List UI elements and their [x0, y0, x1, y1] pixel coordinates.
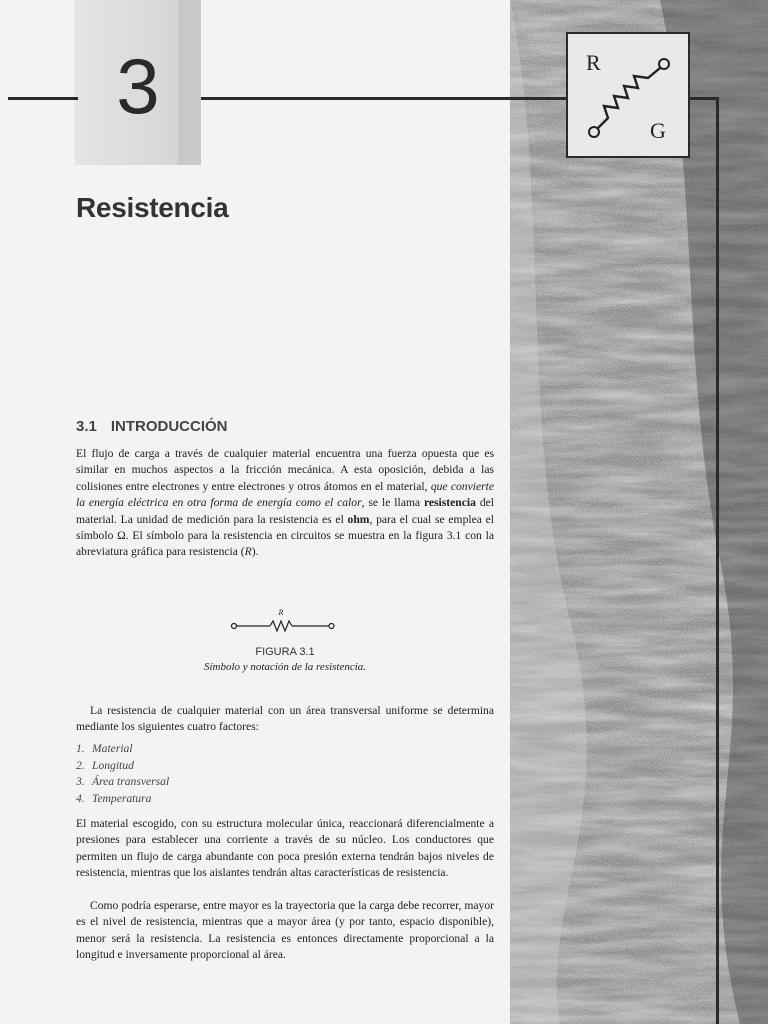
list-item-number: 4. — [76, 791, 85, 805]
section-heading — [76, 418, 228, 435]
list-item-label: Temperatura — [92, 791, 152, 805]
term-r: R — [244, 545, 252, 559]
header-rule-left — [8, 97, 78, 100]
logo-letter-g: G — [650, 118, 666, 143]
list-item-label: Longitud — [92, 758, 134, 772]
list-item-label: Material — [92, 742, 133, 755]
factors-intro-paragraph — [76, 703, 494, 736]
figure-symbol-label: R — [278, 608, 284, 617]
list-item-number: 3. — [76, 775, 85, 788]
intro-italic-phrase: que convierte la energía eléctrica en otra forma de energía como el calor — [76, 479, 494, 510]
list-item-number: 2. — [76, 758, 85, 772]
list-item — [76, 791, 169, 808]
list-item-number: 1. — [76, 742, 85, 755]
chapter-title: Resistencia — [76, 192, 229, 223]
intro-text-4: , para el cual se emplea el símbolo Ω. El símbolo para la resistencia en circuitos se muestra en la figura 3.1 con la abreviatura gráfica para resistencia ( — [76, 512, 494, 559]
section-number: 3.1 — [76, 418, 97, 435]
list-item — [76, 741, 169, 758]
logo-letter-r: R — [586, 50, 601, 75]
intro-paragraph — [76, 446, 494, 561]
intro-text-2: , se le llama — [361, 496, 424, 510]
section-title: INTRODUCCIÓN — [110, 418, 228, 435]
intro-text-5: ). — [251, 545, 259, 559]
factor-list — [76, 741, 169, 807]
margin-rule-vertical — [716, 97, 719, 1024]
figure-caption: Símbolo y notación de la resistencia. — [203, 661, 367, 673]
chapter-number: 3 — [116, 42, 160, 130]
term-ohm: ohm — [347, 512, 370, 526]
intro-text-3: del material. La unidad de medición para la resistencia es el — [76, 496, 494, 526]
list-item — [76, 774, 169, 791]
resistor-symbol-figure — [228, 606, 338, 638]
material-paragraph: El material escogido, con su estructura molecular única, reaccionará diferencialmente a presiones para establecer una corriente a través de su núcleo. Los conductores que permiten un flujo de carga abundante con poca presión externa tendrán bajos niveles de resistencia, mientras que los aislantes tendrán altas características de resistencia. — [76, 817, 494, 880]
term-resistencia: resistencia — [423, 496, 476, 510]
figure-number: FIGURA 3.1 — [255, 646, 315, 658]
resistor-logo-box — [566, 32, 690, 158]
length-area-paragraph — [76, 898, 494, 964]
factors-intro-text: La resistencia de cualquier material con un área transversal uniforme se determina mediante los siguientes cuatro factores: — [76, 704, 494, 734]
list-item-label: Área transversal — [92, 775, 170, 788]
intro-text-1: El flujo de carga a través de cualquier material encuentra una fuerza opuesta que es similar en muchos aspectos a la fricción mecánica. A esta oposición, debida a las colisiones entre electrones y entre electrones y otros átomos en el material, — [76, 447, 494, 493]
list-item — [76, 758, 169, 775]
length-area-text: Como podría esperarse, entre mayor es la trayectoria que la carga debe recorrer, mayor es el nivel de resistencia, mientras que a mayor área (y por tanto, espacio disponible), menor será la resistencia. La resistencia es entonces directamente proporcional a la longitud e inversamente proporcional al área. — [76, 899, 494, 962]
